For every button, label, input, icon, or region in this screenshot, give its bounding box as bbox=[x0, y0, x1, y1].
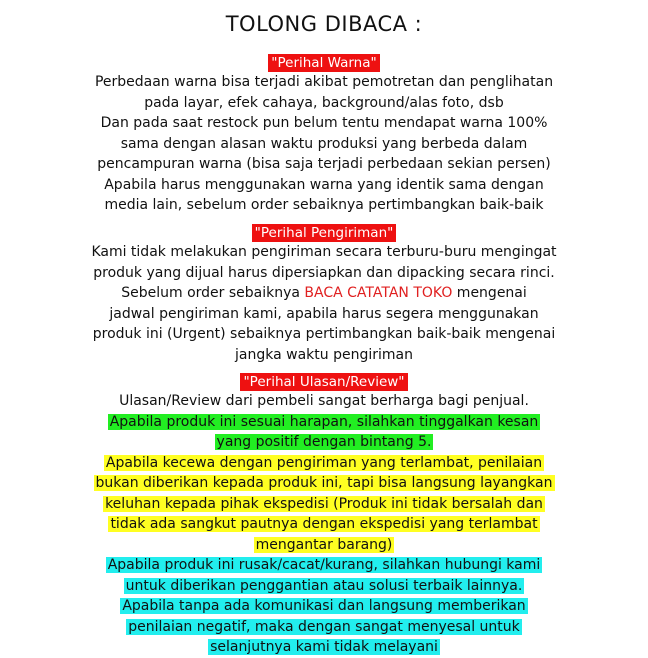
highlight-line-green bbox=[0, 432, 648, 453]
highlight-line-cyan bbox=[0, 617, 648, 638]
highlighted-text: keluhan kepada pihak ekspedisi (Produk ini tidak bersalah dan bbox=[105, 495, 543, 512]
section-review bbox=[0, 371, 648, 658]
text-line: sama dengan alasan waktu produksi yang berbeda dalam bbox=[120, 135, 528, 152]
text-line: Apabila harus menggunakan warna yang identik sama dengan bbox=[104, 176, 544, 193]
section-heading-color: "Perihal Warna" bbox=[268, 54, 379, 72]
text-line: jadwal pengiriman kami, apabila harus segera menggunakan bbox=[109, 305, 539, 322]
highlighted-text: Apabila tanpa ada komunikasi dan langsung memberikan bbox=[122, 598, 526, 614]
highlighted-text: Apabila produk ini sesuai harapan, silahkan tinggalkan kesan bbox=[109, 413, 539, 430]
text-line: Perbedaan warna bisa terjadi akibat pemotretan dan penglihatan bbox=[94, 74, 554, 90]
text-line: Dan pada saat restock pun belum tentu mendapat warna 100% bbox=[100, 115, 548, 131]
page-title: TOLONG DIBACA : bbox=[225, 12, 423, 36]
text-segment: Sebelum order sebaiknya bbox=[121, 285, 305, 301]
text-line: Kami tidak melakukan pengiriman secara terburu-buru mengingat bbox=[91, 244, 557, 260]
section-shipping bbox=[0, 222, 648, 365]
text-line: produk ini (Urgent) sebaiknya pertimbangkan baik-baik mengenai bbox=[92, 326, 556, 342]
highlight-line-yellow bbox=[0, 494, 648, 515]
highlighted-text: bukan diberikan kepada produk ini, tapi bisa langsung layangkan bbox=[95, 475, 553, 491]
highlighted-text: tidak ada sangkut pautnya dengan ekspedisi yang terlambat bbox=[110, 516, 538, 532]
highlight-line-yellow bbox=[0, 514, 648, 535]
highlight-line-yellow bbox=[0, 453, 648, 474]
section-heading-shipping: "Perihal Pengiriman" bbox=[252, 224, 397, 242]
highlight-line-cyan bbox=[0, 576, 648, 597]
store-notes-emphasis: BACA CATATAN TOKO bbox=[304, 285, 453, 301]
text-line: Ulasan/Review dari pembeli sangat berharga bagi penjual. bbox=[119, 393, 529, 409]
highlighted-text: yang positif dengan bintang 5. bbox=[216, 434, 432, 450]
highlighted-text: selanjutnya kami tidak melayani bbox=[210, 639, 438, 655]
section-color bbox=[0, 52, 648, 216]
highlighted-text: Apabila kecewa dengan pengiriman yang terlambat, penilaian bbox=[105, 454, 543, 471]
text-line: media lain, sebelum order sebaiknya pertimbangkan baik-baik bbox=[104, 197, 544, 213]
text-line: pencampuran warna (bisa saja terjadi perbedaan sekian persen) bbox=[97, 156, 551, 172]
highlighted-text: untuk diberikan penggantian atau solusi terbaik lainnya. bbox=[125, 577, 523, 594]
text-line-with-accent bbox=[0, 283, 648, 304]
highlight-line-cyan bbox=[0, 555, 648, 576]
highlighted-text: penilaian negatif, maka dengan sangat menyesal untuk bbox=[128, 618, 520, 635]
highlight-line-cyan bbox=[0, 596, 648, 617]
highlighted-text: Apabila produk ini rusak/cacat/kurang, silahkan hubungi kami bbox=[107, 557, 541, 573]
text-segment: mengenai bbox=[452, 285, 527, 301]
highlight-line-yellow bbox=[0, 473, 648, 494]
highlight-line-cyan bbox=[0, 637, 648, 658]
text-line: pada layar, efek cahaya, background/alas foto, dsb bbox=[144, 94, 504, 111]
section-heading-review: "Perihal Ulasan/Review" bbox=[240, 373, 407, 391]
highlight-line-green bbox=[0, 412, 648, 433]
highlighted-text: mengantar barang) bbox=[255, 536, 393, 553]
text-line: produk yang dijual harus dipersiapkan dan dipacking secara rinci. bbox=[93, 264, 555, 281]
highlight-line-yellow bbox=[0, 535, 648, 556]
text-line: jangka waktu pengiriman bbox=[235, 346, 413, 363]
